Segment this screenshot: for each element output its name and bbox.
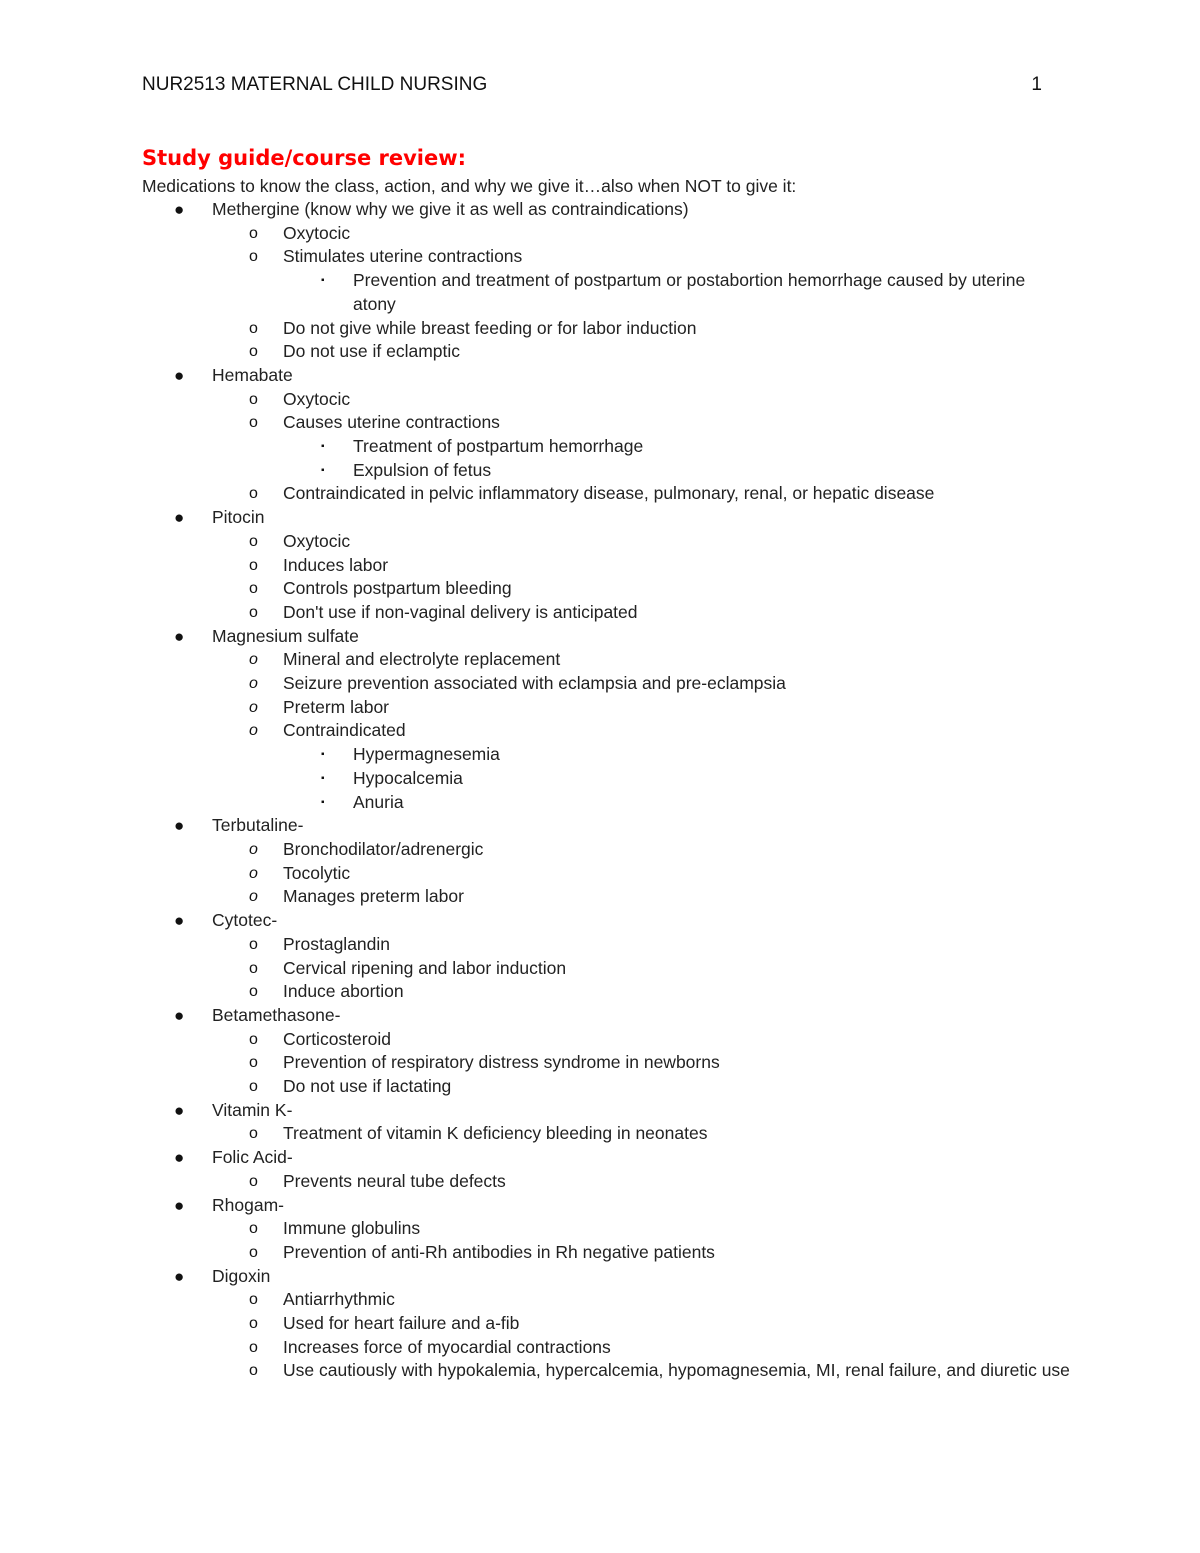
medication-subdetail-text: Anuria [353,791,404,812]
medication-item [174,909,1200,933]
sub-marker: o [249,1291,258,1309]
medication-subdetail [321,767,1053,791]
sub-marker: o [249,1243,258,1261]
medication-detail [249,885,1200,909]
medication-detail [249,530,1200,554]
medication-detail-text: Contraindicated [283,720,406,741]
subsub-marker: ▪ [321,796,325,808]
medication-subdetail [321,269,1053,316]
medication-item [174,814,1200,838]
medication-item-text: Magnesium sulfate [212,625,359,646]
subsub-marker: ▪ [321,464,325,476]
medication-detail-text: Used for heart failure and a-fib [283,1313,520,1334]
medication-detail [249,388,1200,412]
sub-marker: o [249,580,258,598]
bullet-marker: ● [174,626,185,646]
medication-detail [249,862,1200,886]
medication-detail-text: Oxytocic [283,388,351,409]
medication-detail-text: Cervical ripening and labor induction [283,957,567,978]
medication-detail-text: Induces labor [283,554,389,575]
bullet-marker: ● [174,508,185,528]
sub-marker: o [249,556,258,574]
subsub-marker: ▪ [321,772,325,784]
medication-detail [249,1336,1200,1360]
medication-detail [249,1359,1200,1383]
medication-detail [249,719,1200,743]
bullet-marker: ● [174,1100,185,1120]
sub-marker: o [249,1030,258,1048]
medication-detail [249,648,1200,672]
medication-subdetail-text: Hypocalcemia [353,767,463,788]
medication-item [174,364,1200,388]
sub-marker: o [249,1125,258,1143]
medication-detail-text: Preterm labor [283,696,390,717]
medication-detail [249,245,1200,269]
medication-subdetail [321,459,1053,483]
medication-detail [249,1122,1200,1146]
medication-detail-text: Contraindicated in pelvic inflammatory disease, pulmonary, renal, or hepatic disease [283,483,935,504]
sub-marker: o [249,1054,258,1072]
medication-detail-text: Prevents neural tube defects [283,1170,506,1191]
medication-detail [249,672,1200,696]
bullet-marker: ● [174,365,185,385]
sub-marker: o [249,414,258,432]
medication-detail-text: Do not use if eclamptic [283,341,461,362]
medication-item-text: Hemabate [212,364,293,385]
bullet-marker: ● [174,200,185,219]
medication-detail [249,838,1200,862]
medication-detail [249,340,1200,364]
medication-detail [249,1241,1200,1265]
medication-detail-text: Induce abortion [283,981,404,1002]
medication-item-text: Methergine (know why we give it as well as contraindications) [212,199,689,219]
medication-detail-text: Immune globulins [283,1218,421,1239]
medication-detail-text: Prevention of anti-Rh antibodies in Rh negative patients [283,1241,715,1262]
sub-marker: o [249,319,258,337]
medication-detail-text: Do not use if lactating [283,1076,452,1097]
medication-item [174,1265,1200,1289]
medication-item [174,1194,1200,1218]
medication-detail-text: Oxytocic [283,530,351,551]
sub-marker: o [249,864,258,882]
medication-detail [249,1312,1200,1336]
medication-detail-text: Corticosteroid [283,1028,391,1049]
medication-item-text: Folic Acid- [212,1147,293,1168]
medication-detail [249,933,1200,957]
medication-item-text: Terbutaline- [212,815,304,836]
sub-marker: o [249,343,258,361]
medication-detail-text: Bronchodilator/adrenergic [283,838,484,859]
medication-detail-text: Use cautiously with hypokalemia, hypercalcemia, hypomagnesemia, MI, renal failure, and diuretic use [283,1360,1070,1381]
sub-marker: o [249,248,258,266]
medication-detail [249,1051,1200,1075]
medication-detail-text: Treatment of vitamin K deficiency bleeding in neonates [283,1123,708,1144]
medication-subdetail-text: Hypermagnesemia [353,744,500,765]
medication-detail [249,1170,1200,1194]
medication-detail [249,1028,1200,1052]
subsub-marker: ▪ [321,275,325,287]
medication-item-text: Vitamin K- [212,1099,293,1120]
medication-item [174,1099,1200,1123]
bullet-marker: ● [174,1195,185,1215]
medication-subdetail [321,435,1053,459]
sub-marker: o [249,1172,258,1190]
medication-subdetail-text: Expulsion of fetus [353,459,492,480]
medication-detail [249,1217,1200,1241]
subsub-marker: ▪ [321,441,325,453]
sub-marker: o [249,935,258,953]
bullet-marker: ● [174,1148,185,1168]
medication-item [174,625,1200,649]
course-title: NUR2513 MATERNAL CHILD NURSING [142,74,488,95]
medication-detail-text: Seizure prevention associated with eclampsia and pre-eclampsia [283,673,786,694]
medication-item-text: Pitocin [212,507,265,528]
medication-detail-text: Controls postpartum bleeding [283,578,512,599]
sub-marker: o [249,390,258,408]
medication-detail [249,980,1200,1004]
medication-subdetail-text: Treatment of postpartum hemorrhage [353,436,644,457]
medication-detail-text: Don't use if non-vaginal delivery is anticipated [283,601,638,622]
medication-list [0,198,1200,1383]
medication-detail-text: Increases force of myocardial contractions [283,1336,611,1357]
medication-item-text: Cytotec- [212,910,278,931]
page-header [142,74,1042,100]
sub-marker: o [249,224,258,242]
sub-marker: o [249,1220,258,1238]
medication-subdetail-text: Prevention and treatment of postpartum or postabortion hemorrhage caused by uterine atony [353,270,1026,314]
medication-detail [249,317,1200,341]
medication-detail [249,696,1200,720]
medication-detail [249,957,1200,981]
medication-item-text: Betamethasone- [212,1004,341,1025]
medication-detail-text: Causes uterine contractions [283,412,500,433]
sub-marker: o [249,603,258,621]
medication-detail-text: Tocolytic [283,862,351,883]
medication-subdetail [321,791,1053,815]
bullet-marker: ● [174,1005,185,1025]
sub-marker: o [249,698,258,716]
medication-detail-text: Prostaglandin [283,933,391,954]
medication-detail [249,554,1200,578]
medication-detail-text: Stimulates uterine contractions [283,246,523,267]
sub-marker: o [249,485,258,503]
medication-detail-text: Antiarrhythmic [283,1289,395,1310]
medication-item [174,1146,1200,1170]
sub-marker: o [249,840,258,858]
medication-detail [249,222,1200,246]
sub-marker: o [249,1078,258,1096]
sub-marker: o [249,532,258,550]
sub-marker: o [249,651,258,669]
medication-item [174,198,1200,222]
medication-detail [249,601,1200,625]
sub-marker: o [249,983,258,1001]
medication-item-text: Rhogam- [212,1194,284,1215]
medication-detail-text: Manages preterm labor [283,886,464,907]
medication-detail-text: Prevention of respiratory distress syndrome in newborns [283,1052,720,1073]
medication-detail [249,411,1200,435]
medication-subdetail [321,743,1053,767]
intro-text: Medications to know the class, action, and why we give it…also when NOT to give it: [142,176,797,196]
medication-detail-text: Mineral and electrolyte replacement [283,649,561,670]
sub-marker: o [249,1362,258,1380]
bullet-marker: ● [174,911,185,931]
sub-marker: o [249,1338,258,1356]
medication-detail [249,1288,1200,1312]
medication-detail-text: Do not give while breast feeding or for labor induction [283,317,697,338]
bullet-marker: ● [174,1266,185,1286]
medication-detail [249,1075,1200,1099]
medication-item-text: Digoxin [212,1265,271,1286]
study-guide-title: Study guide/course review: [142,146,467,170]
bullet-marker: ● [174,816,185,836]
subsub-marker: ▪ [321,749,325,761]
medication-detail-text: Oxytocic [283,222,351,243]
sub-marker: o [249,959,258,977]
sub-marker: o [249,888,258,906]
sub-marker: o [249,722,258,740]
medication-item [174,506,1200,530]
medication-item [174,1004,1200,1028]
sub-marker: o [249,1315,258,1333]
medication-detail [249,577,1200,601]
medication-detail [249,482,1200,506]
sub-marker: o [249,675,258,693]
page-number: 1 [1031,74,1042,95]
